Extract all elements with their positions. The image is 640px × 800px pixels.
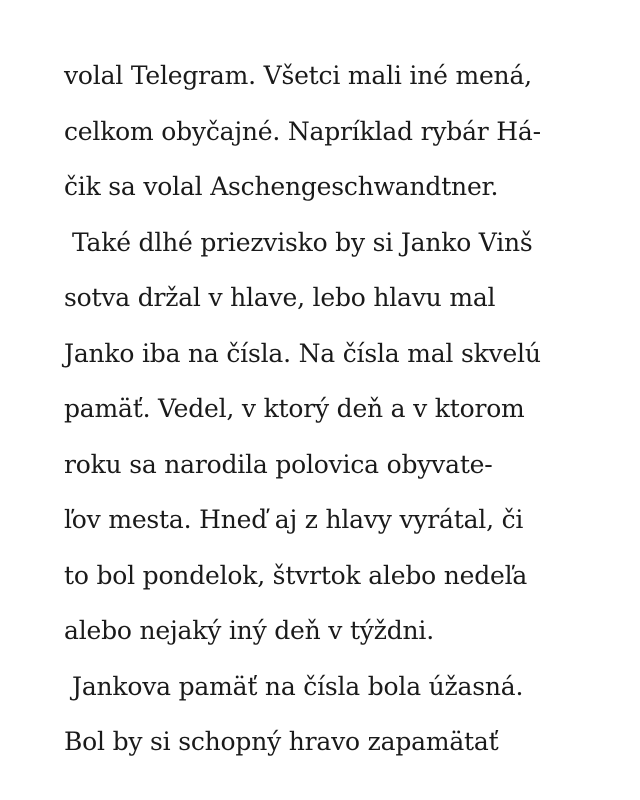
text-line-8: roku sa narodila polovica obyvate- [64,449,493,479]
text-line-7: pamäť. Vedel, v ktorý deň a v ktorom [64,394,525,423]
text-line-9: ľov mesta. Hneď aj z hlavy vyrátal, či [64,505,524,534]
text-line-1: volal Telegram. Všetci mali iné mená, [64,61,532,90]
text-line-11: alebo nejaký iný deň v týždni. [64,616,434,645]
text-line-5: sotva držal v hlave, lebo hlavu mal [64,283,496,312]
text-line-2: celkom obyčajné. Napríklad rybár Há- [64,116,541,146]
text-line-3: čik sa volal Aschengeschwandtner. [64,172,499,201]
text-line-4-paragraph-start: Také dlhé priezvisko by si Janko Vinš [72,227,533,257]
text-line-13: Bol by si schopný hravo zapamätať [64,727,499,756]
text-line-12-paragraph-start: Jankova pamäť na čísla bola úžasná. [72,671,524,701]
text-line-6: Janko iba na čísla. Na čísla mal skvelú [64,338,541,368]
text-line-10: to bol pondelok, štvrtok alebo nedeľa [64,560,528,590]
page-text [64,54,604,776]
